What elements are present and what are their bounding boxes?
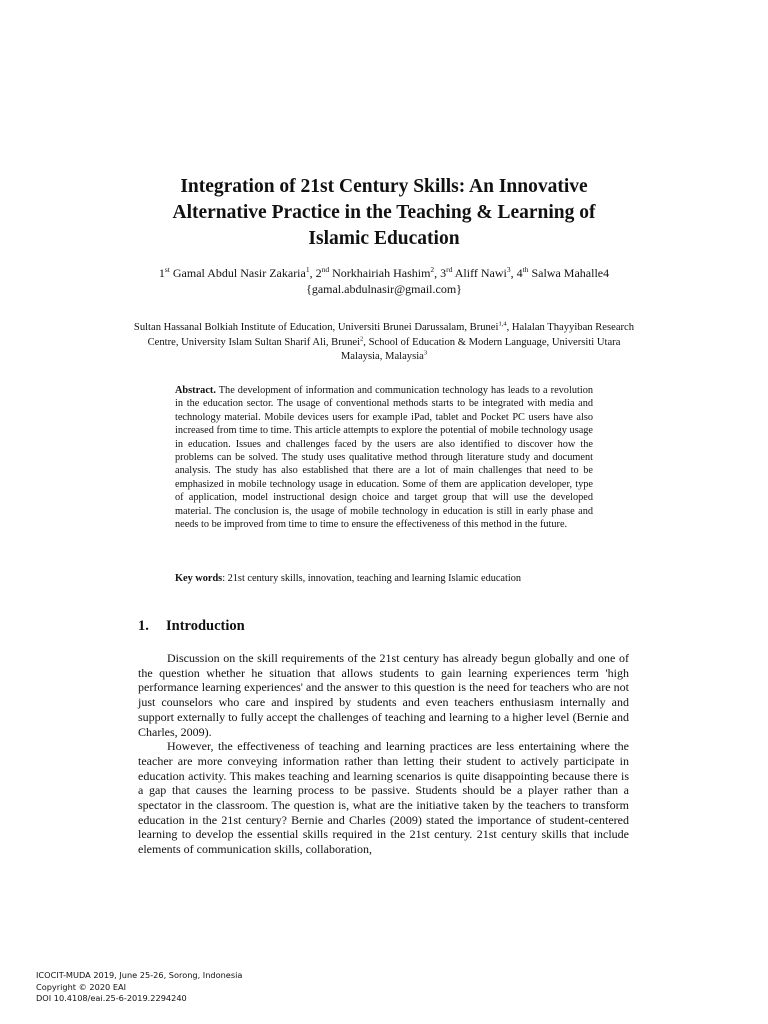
author-name: Norkhairiah Hashim [329, 266, 431, 280]
introduction-body [138, 651, 629, 857]
title-line: Islamic Education [308, 228, 460, 249]
author-name: Salwa Mahalle4 [528, 266, 610, 280]
keywords [175, 572, 615, 586]
body-paragraph: Discussion on the skill requirements of the 21st century has already begun globally and one of the question whether he situation that allows students to gain learning experiences term 'high performance learning experiences' and the answer to this question is the need for teachers who are not just counselors who care and inspired by students and even teachers enthusiasm internally and support externally to fully accept the challenges of teaching and learning to a higher level (Bernie and Charles, 2009). [138, 651, 629, 739]
abstract-text: The development of information and communication technology has leads to a revolution in the education sector. The usage of conventional methods starts to be integrated with media and technology material. Mobile devices users for example iPad, tablet and Pocket PC users have also increased from time to time. This article attempts to explore the potential of mobile technology usage in education. Issues and challenges faced by the users are also identified to discover how the problems can be solved. The study uses qualitative method through literature study and document analysis. The study has also established that there are a lot of main challenges that need to be emphasized in mobile technology usage in education. Some of them are application developer, type of application, model instructional design choice and target group that will use the developed material. The conclusion is, the usage of mobile technology in education is still in early phase and needs to be improved from time to time to ensure the effectiveness of this method in the future. [175, 385, 593, 531]
authors-line: 1st Gamal Abdul Nasir Zakaria$^1$, 2nd Norkhairiah Hashim$^2$, 3rd Aliff Nawi$^3$, 4th Salwa Mahalle4 [158, 265, 610, 280]
affiliations: Sultan Hassanal Bolkiah Institute of Education, Universiti Brunei Darussalam, Brunei$^{1,4}$, Halalan Thayyiban Research Centre, University Islam Sultan Sharif Ali, Brunei$^2$, School of Education & Modern Language, Universiti Utara Malaysia, Malaysia$^3$ [133, 320, 635, 363]
author-list [90, 265, 678, 297]
paper-title [110, 174, 658, 252]
title-line: Integration of 21st Century Skills: An Innovative [180, 176, 588, 197]
keywords-label: Key words [175, 573, 223, 584]
keywords-text: : 21st century skills, innovation, teaching and learning Islamic education [222, 573, 522, 584]
section-number: 1. [138, 618, 149, 634]
abstract [175, 384, 593, 531]
author-name: Gamal Abdul Nasir Zakaria [169, 266, 306, 280]
body-paragraph: However, the effectiveness of teaching and learning practices are less entertaining where the teacher are more conveying information rather than letting their student to actively participate in education activity. This makes teaching and learning scenarios is quite disappointing because there is a gap that causes the learning process to be passive. Students should be a player rather than a spectator in the classroom. The question is, what are the initiative taken by the teachers to transform education in the 21st century? Bernie and Charles (2009) stated the importance of student-centered learning to develop the essential skills required in the 21st century. 21st century skills that include elements of communication skills, collaboration, [138, 739, 629, 857]
author-name: Aliff Nawi [452, 266, 507, 280]
section-heading-introduction [138, 617, 245, 635]
page-footer [36, 970, 242, 1005]
author-email: {gamal.abdulnasir@gmail.com} [306, 282, 462, 296]
doi: DOI 10.4108/eai.25-6-2019.2294240 [36, 993, 187, 1003]
conference-info: ICOCIT-MUDA 2019, June 25-26, Sorong, Indonesia [36, 970, 243, 980]
abstract-label: Abstract. [175, 385, 216, 396]
section-title: Introduction [166, 618, 245, 634]
copyright: Copyright © 2020 EAI [36, 981, 127, 992]
title-line: Alternative Practice in the Teaching & Learning of [172, 202, 596, 223]
